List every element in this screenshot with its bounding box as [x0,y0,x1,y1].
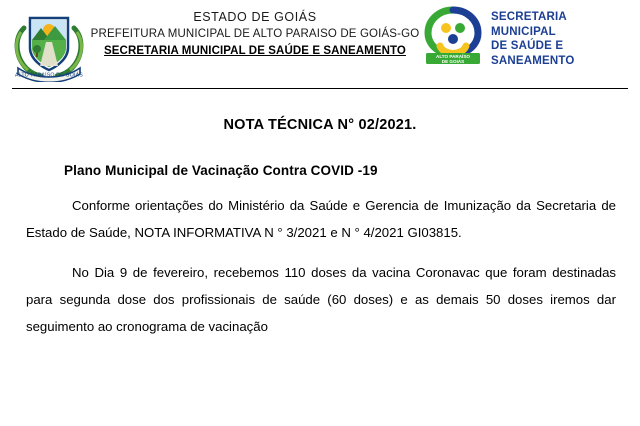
coat-of-arms-icon [10,6,88,82]
header-state-line: ESTADO DE GOIÁS [193,10,317,24]
paragraph-1: Conforme orientações do Ministério da Saúde e Gerencia de Imunização da Secretaria de Estado de Saúde, NOTA INFORMATIVA N ° 3/2021 e N ° 4/2021 GI03815. [26,198,616,241]
svg-text:ALTO PARAÍSO: ALTO PARAÍSO [436,54,470,60]
nota-tecnica-title: NOTA TÉCNICA N° 02/2021. [223,117,417,133]
document-body [0,117,640,341]
health-department-logo [422,4,632,69]
health-logo-text-line2: DE SAÚDE E [491,40,564,53]
header-divider [12,88,628,89]
svg-text:ALTO PARAÍSO DE GOIÁS: ALTO PARAÍSO DE GOIÁS [15,72,83,79]
health-logo-icon [422,6,484,66]
health-logo-text-line1: SECRETARIA MUNICIPAL [491,11,567,38]
health-logo-text-line3: SANEAMENTO [491,55,575,68]
paragraph-2: No Dia 9 de fevereiro, recebemos 110 doses da vacina Coronavac que foram destinadas para segunda dose dos profissionais de saúde (60 doses) e as demais 50 doses iremos dar seguimento ao cronograma de vacinação [26,265,616,335]
plan-subtitle: Plano Municipal de Vacinação Contra COVID -19 [64,163,378,178]
header-city-line: PREFEITURA MUNICIPAL DE ALTO PARAISO DE GOIÁS-GO [90,28,420,40]
header-department-line: SECRETARIA MUNICIPAL DE SAÚDE E SANEAMENTO [104,45,406,57]
health-logo-text [491,6,632,69]
document-header [0,0,640,86]
header-text-block [88,4,422,57]
svg-text:DE GOIÁS: DE GOIÁS [441,59,465,64]
